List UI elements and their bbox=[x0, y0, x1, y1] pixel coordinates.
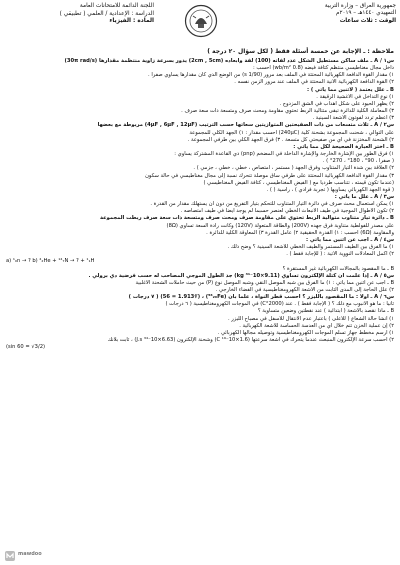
exam-line: ٣) أعظم تردد لفوتون الأشعة السينية . bbox=[312, 115, 394, 122]
exam-line: ٢) أكمل المعادلات النووية الآتية : ( للإجابة فقط ) . bbox=[286, 251, 394, 258]
exam-line: B ـ أجب عن اثنين مما يأتي : ١) ما الفرق بين شبه الموصل النقي وشبه الموصل نوع (P) من حيث حاملات الشحنة الأغلبية bbox=[135, 279, 394, 286]
exam-line: س٢ / A ـ ثلاث متسعات من ذات الصفيحتين المتوازيتين سعاتها حسب الترتيب (4μF , 6μF , 12μF) مربوطة مع بعضها bbox=[97, 122, 394, 129]
exam-line: ٣) مقدار القوة الدافعة الكهربائية المحتثة على طرفي ساق موصلة تتحرك نسبة إلى مجال مغناطيسي في حالة سكون bbox=[145, 172, 394, 179]
header-right-block bbox=[236, 3, 396, 25]
exam-body bbox=[6, 58, 394, 351]
exam-line: (عندما تكون قيمته ، تتناسب طردياً مع ( الفيض المغناطيسي ، كثافة الفيض المغناطيسي ) bbox=[203, 179, 394, 186]
exam-header bbox=[4, 3, 396, 47]
exam-line: ٢) العلاقة بين شدة التيار المتناوب وفرق الجهد ( مستمر ، امتصاص ، خطي ، خطي ، جزمي ) . bbox=[193, 165, 394, 172]
exam-line: س٣ / A ـ علل ما يأتي : bbox=[334, 193, 394, 200]
exam-line: س٦ / A ـ أولاً : ما المقصود بالليزر ؟ احسب قطر النواة ، علماً بأن (⁵⁶₂₆Fe) ، (∛56 = 1.913) ( ٧ درجات ) bbox=[128, 294, 394, 301]
mawdoo-mark-icon bbox=[4, 550, 16, 562]
exam-line: ١) يمكن استعمال محث صرف في دائرة التيار المتناوب للتحكم بتيار التفريغ من دون أن يستهلك مقدار من القدرة . bbox=[150, 201, 394, 208]
ministry-emblem-icon bbox=[184, 4, 218, 38]
header-right-line: الوقت : ثلاث ساعات bbox=[339, 17, 396, 24]
mawdoo-logo-icon bbox=[4, 549, 64, 563]
exam-line: ثانياً : ما هو الأنبوب مع ذلك ؟ ( الإجابة فقط ) . عند (2000°C) في الموجات الكهرومغناطيسية ( ٦ درجات ) bbox=[165, 301, 394, 308]
exam-line: ٢) تكون الأطوال الموجية في طيف الانبعاث الخطي لعنصر حسبما لم يوجد أيضاً في طيف امتصاصه . bbox=[180, 208, 394, 215]
exam-line: ٢) إن عملية الخزن تتم خلال أي من العدسة الحساسة للأشعة الكهربائية . bbox=[239, 322, 394, 329]
exam-line: على مصدر للفولطية متناوبة فرق جهده (200V) والطاقة المتعولة (120V) وكانت رادة السعة تساوي (8Ω) bbox=[166, 222, 394, 229]
header-left-line: المادة : الفيزياء bbox=[109, 18, 154, 25]
exam-line: داخل مجال مغناطيسي منتظم كثافة فيضه (0.8 wb/m²) احسب : bbox=[253, 65, 394, 72]
exam-line: B ـ اختر العبارة الصحيحة لكل مما يأتي : bbox=[293, 143, 394, 150]
exam-line: ١) انشأ حالة الشعاع ( للأعلى ) باعتبار عدم الانتقال للأسفل في مصباح الليزر . bbox=[227, 315, 394, 322]
exam-line: والمقاومة (6Ω) احسب : ١) القدرة الحقيقية ٢) عامل القدرة ٣) المعاوقة الكلية للدائرة . bbox=[206, 229, 394, 236]
exam-line: ١) ارسم مخطط جهاز تسلم الموجات الكهرومغناطيسية وتوصيله مجالها الكهربائي . bbox=[217, 329, 394, 336]
exam-line: س٥ / A ـ إذا علمت أن كتلة الإلكترون تساوي (9.11×10⁻³¹ kg) جد الطول الموجي المصاحب له حسب فرضية دي برولي . bbox=[88, 272, 394, 279]
header-left-line: الدراسة : الإعدادية / العلمي ( تطبيقي ) bbox=[59, 10, 154, 17]
exam-line: س٤ / A ـ أجب عن اثنين مما يأتي : bbox=[306, 236, 394, 243]
exam-line: على التوالي ، شحنت المجموعة بشحنة كلية (240μC) احسب مقدار : ١) الجهد الكلي للمجموعة bbox=[189, 129, 394, 136]
header-right-line: جمهورية العراق – وزارة التربية bbox=[324, 3, 396, 9]
mawdoo-watermark-text: mawdoo bbox=[18, 551, 42, 557]
exam-line: ٢) الشحنة المختزنة في أي من صفيحتي كل متسعة . ٣) فرق الجهد الكلي بين طرفي المجموعة . bbox=[187, 136, 394, 143]
exam-line: ١) ما الفرق بين الطيف المستمر والطيف الخطي للأشعة السينية ؟ وضح ذلك . bbox=[227, 244, 394, 251]
exam-line: س١ / A ـ ملف ساكن مستطيل الشكل عدد لفاته (100) لفة وأبعاده (2cm , 5cm) يدور بسرعة زاوية منتظمة مقدارها (30π rad/s) bbox=[64, 58, 394, 64]
exam-line: ١) نوع التداخل في الأغشية الرقيقة . bbox=[316, 93, 394, 100]
exam-line: ٢) علل الحاجة إلى المدى الثابت من الأشعة الكهرومغناطيسية في الفضاء الخارجي . bbox=[215, 287, 394, 293]
header-right-line: التمهيدي ١٤٤٠هـ – ٢٠١٩م bbox=[335, 10, 396, 17]
exam-line: B ـ ما المقصود بالمجالات الكهربائية غير المستقرة ؟ bbox=[282, 265, 394, 272]
exam-note: ملاحظة : ـ الإجابة عن خمسة أسئلة فقط ( لكل سؤال ٢٠ درجة ) bbox=[207, 48, 394, 55]
header-left-line: اللجنة الدائمة للامتحانات العامة bbox=[79, 3, 154, 9]
exam-line: B ـ علل يعتمد ( لاثنين مما يأتي ) : bbox=[306, 86, 394, 93]
exam-line: ٢) يظهر الحيود على شكل أهداب في الشق المزدوج . bbox=[279, 100, 394, 107]
exam-line: (sin 60 = √3/2) bbox=[6, 344, 46, 351]
exam-line: ١) مقدار القوة الدافعة الكهربائية المحتثة في الملف بعد مرور (1/90 s) من الوضع الذي كان مقدارها يساوي صفراً . bbox=[148, 72, 394, 79]
exam-line: ١) فرق الطور بين الإشارة الخارجة والإشارة الداخلة في المضخم (pnp) ذي القاعدة المشتركة يساوي : bbox=[174, 151, 394, 158]
exam-line: a) ¹₀n → ? b) ⁴₂He + ¹⁴₇N → ? + ¹₁H bbox=[6, 258, 95, 265]
exam-line: B ـ ماذا نقصد بالأشعة ( ابتدائية ) عند نقطتين وضعين متساوية ؟ bbox=[257, 308, 394, 315]
exam-line: ٣) المعاملة الكلية للدائرة تبقى متتالية الربط تحتوي مقاومة ومحث صرف ومتسعة ذات سعة صرف . bbox=[181, 108, 394, 115]
exam-line: ٢) احسب سرعة الإلكترون المنبعث عندما يتحرك في أشعة سرعتها (1.6×10⁻¹⁹ C) وشحنة الإلكترون (6.63×10⁻³⁴ J.s) ، ثابت بلانك bbox=[107, 337, 394, 344]
header-left-block bbox=[4, 3, 154, 26]
exam-line: ٢) القوة الدافعة الكهربائية الآنية المحتثة في الملف عند مرور الزمن نفسه . bbox=[234, 79, 394, 86]
exam-line: ( صفراً ، 90° ، 180° ، 270° ) . bbox=[322, 158, 394, 165]
exam-line: B ـ دائرة تيار متناوب متوالية الربط تحتوي على مقاومة صرف ومحث صرف ومتسعة ذات سعة صرف ربطت المجموعة bbox=[99, 215, 394, 222]
exam-line: ( قوة الجهد الكهربائي يساويها ( تجربة فرادي ) ، رأسية ( ) . bbox=[266, 186, 394, 193]
